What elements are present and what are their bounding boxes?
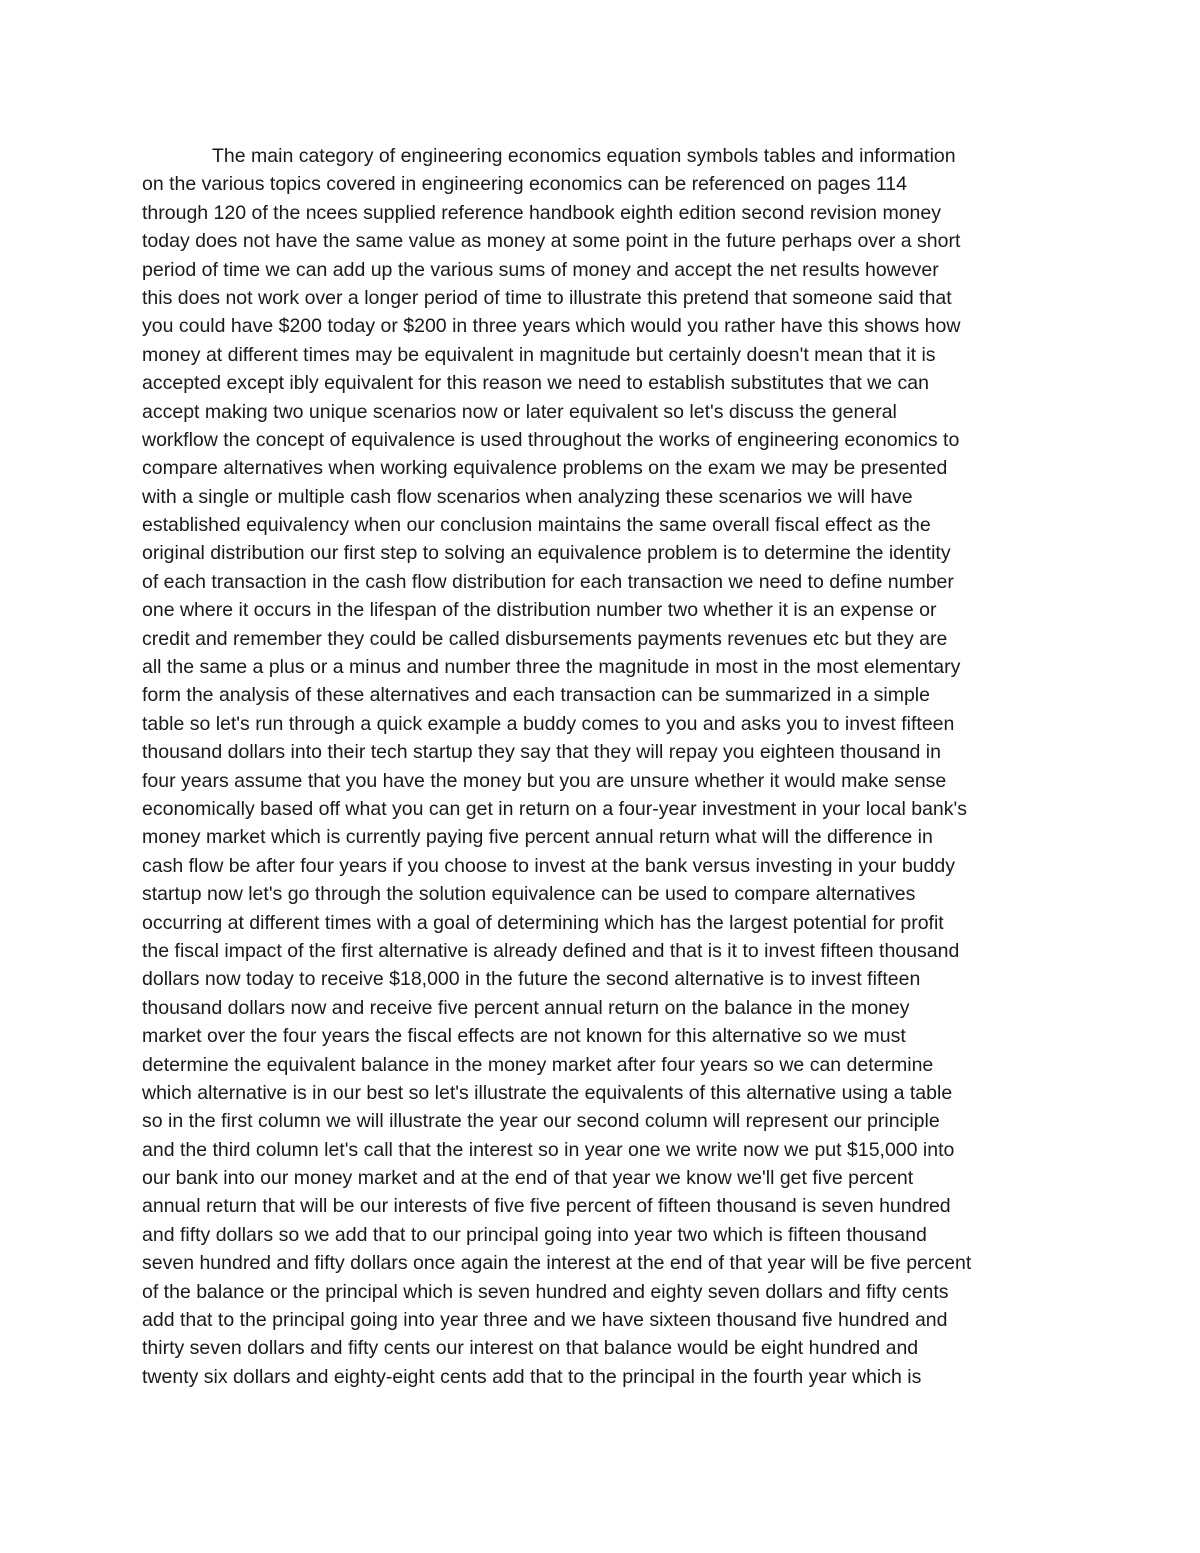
text-line: form the analysis of these alternatives and each transaction can be summarized in a simple (142, 684, 930, 707)
text-line: the fiscal impact of the first alternative is already defined and that is it to invest fifteen thousand (142, 939, 960, 962)
text-line: through 120 of the ncees supplied reference handbook eighth edition second revision money (142, 201, 941, 224)
text-line: all the same a plus or a minus and number three the magnitude in most in the most elementary (142, 656, 961, 679)
text-line: and the third column let's call that the interest so in year one we write now we put $15,000 into (142, 1138, 955, 1161)
text-line: so in the first column we will illustrate the year our second column will represent our principle (142, 1110, 940, 1133)
text-line: thousand dollars now and receive five percent annual return on the balance in the money (142, 996, 910, 1019)
text-line: determine the equivalent balance in the money market after four years so we can determine (142, 1053, 934, 1076)
text-line: add that to the principal going into year three and we have sixteen thousand five hundred and (142, 1309, 948, 1332)
text-line: startup now let's go through the solution equivalence can be used to compare alternatives (142, 883, 916, 906)
text-line: money market which is currently paying five percent annual return what will the difference in (142, 826, 933, 849)
text-line: market over the four years the fiscal effects are not known for this alternative so we must (142, 1025, 906, 1048)
text-line: of the balance or the principal which is seven hundred and eighty seven dollars and fifty cents (142, 1280, 949, 1303)
body-paragraph (142, 142, 1072, 1391)
text-line: original distribution our first step to solving an equivalence problem is to determine the identity (142, 542, 951, 565)
text-line: table so let's run through a quick example a buddy comes to you and asks you to invest fifteen (142, 712, 955, 735)
text-line: annual return that will be our interests of five five percent of fifteen thousand is seven hundred (142, 1195, 951, 1218)
text-line: thirty seven dollars and fifty cents our interest on that balance would be eight hundred and (142, 1337, 919, 1360)
text-line: today does not have the same value as money at some point in the future perhaps over a short (142, 230, 961, 253)
text-line: established equivalency when our conclusion maintains the same overall fiscal effect as the (142, 514, 931, 537)
text-line: our bank into our money market and at the end of that year we know we'll get five percent (142, 1167, 914, 1190)
text-line: with a single or multiple cash flow scenarios when analyzing these scenarios we will have (142, 485, 913, 508)
text-line: occurring at different times with a goal of determining which has the largest potential for profit (142, 911, 944, 934)
text-line: you could have $200 today or $200 in three years which would you rather have this shows how (142, 315, 961, 338)
text-line: cash flow be after four years if you choose to invest at the bank versus investing in your buddy (142, 854, 955, 877)
text-line: The main category of engineering economics equation symbols tables and information (212, 145, 956, 167)
text-line: period of time we can add up the various sums of money and accept the net results however (142, 258, 939, 281)
text-line: accept making two unique scenarios now or later equivalent so let's discuss the general (142, 400, 897, 423)
text-line: money at different times may be equivalent in magnitude but certainly doesn't mean that it is (142, 343, 936, 366)
text-line: accepted except ibly equivalent for this reason we need to establish substitutes that we can (142, 372, 929, 395)
text-line: on the various topics covered in engineering economics can be referenced on pages 114 (142, 173, 907, 196)
text-line: which alternative is in our best so let's illustrate the equivalents of this alternative using a table (142, 1081, 953, 1104)
text-line: workflow the concept of equivalence is used throughout the works of engineering economics to (142, 428, 960, 451)
text-line: twenty six dollars and eighty-eight cents add that to the principal in the fourth year which is (142, 1365, 922, 1388)
text-line: thousand dollars into their tech startup they say that they will repay you eighteen thousand in (142, 741, 941, 764)
text-line: credit and remember they could be called disbursements payments revenues etc but they are (142, 627, 948, 650)
text-line: this does not work over a longer period of time to illustrate this pretend that someone said that (142, 286, 952, 309)
text-line: seven hundred and fifty dollars once again the interest at the end of that year will be five percent (142, 1252, 972, 1275)
text-line: four years assume that you have the money but you are unsure whether it would make sense (142, 769, 947, 792)
text-line: dollars now today to receive $18,000 in the future the second alternative is to invest fifteen (142, 968, 921, 991)
text-line: compare alternatives when working equivalence problems on the exam we may be presented (142, 457, 948, 480)
text-line: of each transaction in the cash flow distribution for each transaction we need to define number (142, 570, 954, 593)
text-line: economically based off what you can get in return on a four-year investment in your local bank's (142, 797, 967, 820)
text-line: one where it occurs in the lifespan of the distribution number two whether it is an expense or (142, 599, 937, 622)
text-line: and fifty dollars so we add that to our principal going into year two which is fifteen thousand (142, 1223, 927, 1246)
